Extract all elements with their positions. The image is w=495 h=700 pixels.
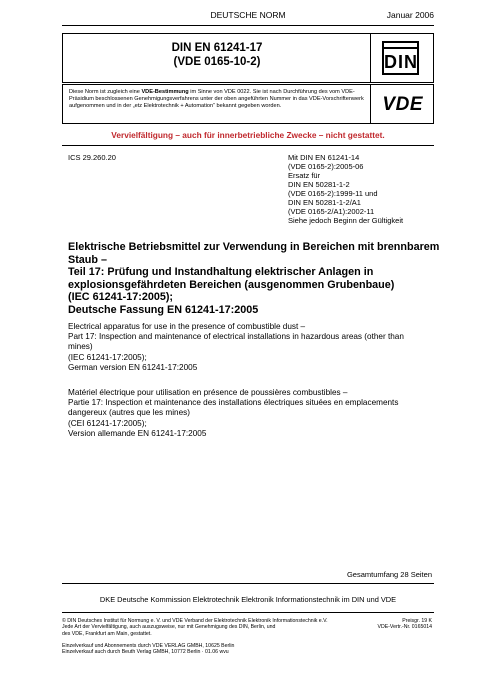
vde-note-box (62, 84, 434, 124)
french-title-line: Matériel électrique pour utilisation en présence de poussières combustibles – (68, 388, 348, 397)
english-title (68, 322, 432, 373)
document-number: DIN EN 61241-17 (171, 42, 263, 54)
german-title (68, 241, 440, 317)
copyright-line: © DIN Deutsches Institut für Normung e. V. und VDE Verband der Elektrotechnik Elektronik Informationstechnik e.V. (62, 618, 328, 624)
vde-regulation-note (69, 89, 367, 110)
replacement-line: DIN EN 50281-1-2/A1 (288, 198, 361, 207)
sales-info (62, 643, 234, 656)
title-box-left (63, 34, 371, 82)
din-logo-text: DIN (384, 52, 418, 72)
title-box (62, 33, 434, 83)
german-title-line: (IEC 61241-17:2005); (68, 291, 174, 304)
german-title-line: explosionsgefährdeten Bereichen (ausgenommen Grubenbaue) (68, 278, 395, 291)
french-title-line: Partie 17: Inspection et maintenance des installations électriques situées en emplacements (68, 398, 399, 408)
reproduction-warning: Vervielfältigung – auch für innerbetriebliche Zwecke – nicht gestattet. (111, 130, 385, 140)
sales-line: Einzelverkauf und Abonnements durch VDE VERLAG GMBH, 10625 Berlin (62, 643, 235, 649)
copyright-line: Jede Art der Vervielfältigung, auch auszugsweise, nur mit Genehmigung des DIN, Berlin, und (62, 624, 276, 631)
french-title (68, 388, 432, 439)
replacement-info (288, 153, 403, 225)
ics-code: ICS 29.260.20 (68, 153, 116, 162)
french-title-line: Version allemande EN 61241-17:2005 (68, 428, 207, 438)
sales-line: Einzelverkauf auch durch Beuth Verlag GMBH, 10772 Berlin · 01.06 wvu (62, 649, 229, 656)
english-title-line: Part 17: Inspection and maintenance of electrical installations in hazardous areas (other than (68, 332, 404, 342)
english-title-line: (IEC 61241-17:2005); (68, 352, 147, 362)
vde-note-text-1: Diese Norm ist zugleich eine (69, 89, 142, 95)
din-logo-bar (384, 47, 417, 49)
english-title-line: German version EN 61241-17:2005 (68, 362, 198, 372)
price-info (378, 618, 433, 631)
replacement-line: Mit DIN EN 61241-14 (288, 153, 360, 162)
footer-divider-bottom (62, 612, 434, 613)
replacement-line: Siehe jedoch Beginn der Gültigkeit (288, 216, 404, 225)
section-divider (62, 145, 434, 146)
replacement-line: Ersatz für (288, 171, 321, 180)
page-header (62, 10, 434, 24)
replacement-line: (VDE 0165-2/A1):2002-11 (288, 207, 375, 216)
copyright-line: des VDE, Frankfurt am Main, gestattet. (62, 630, 152, 637)
english-title-line: mines) (68, 342, 93, 352)
replacement-line: DIN EN 50281-1-2 (288, 180, 350, 189)
vde-logo: VDE (382, 94, 423, 115)
replacement-line: (VDE 0165-2):1999-11 und (288, 189, 378, 198)
vde-note-left (63, 85, 371, 123)
german-title-line: Elektrische Betriebsmittel zur Verwendung in Bereichen mit brennbarem (68, 241, 440, 253)
french-title-line: dangereux (autres que les mines) (68, 408, 190, 418)
german-title-line: Teil 17: Prüfung und Instandhaltung elektrischer Anlagen in (68, 266, 374, 279)
vde-classification-number: (VDE 0165-10-2) (173, 56, 261, 68)
german-title-line: Deutsche Fassung EN 61241-17:2005 (68, 303, 259, 316)
vde-note-bold: VDE-Bestimmung (141, 89, 189, 95)
english-title-line: Electrical apparatus for use in the presence of combustible dust – (68, 322, 306, 331)
copyright-notice (62, 618, 382, 637)
vde-note-text-2: im Sinne von VDE 0022. Sie ist nach Durchführung des vom VDE-Präsidium beschlossenen Genehmigungsverfahrens unter der oben angeführten Nummer in das VDE-Vorschriftenwerk aufgenommen und in der „etz Elektrotechnik + Automation“ bekannt gegeben worden. (69, 89, 364, 109)
norm-type-label: DEUTSCHE NORM (210, 10, 286, 20)
german-title-line: Staub – (68, 253, 107, 266)
din-logo (382, 41, 419, 75)
dke-commission-line: DKE Deutsche Kommission Elektrotechnik Elektronik Informationstechnik im DIN und VDE (99, 595, 397, 604)
footer-divider-top (62, 583, 434, 584)
total-pages: Gesamtumfang 28 Seiten (346, 570, 432, 579)
header-divider (62, 25, 434, 26)
publication-date: Januar 2006 (386, 10, 434, 20)
vde-contract-number: VDE-Vertr.-Nr. 0165014 (377, 624, 432, 631)
replacement-line: (VDE 0165-2):2005-06 (288, 162, 364, 171)
price-group: Preisgr. 19 K (402, 618, 432, 624)
french-title-line: (CEI 61241-17:2005); (68, 418, 147, 428)
